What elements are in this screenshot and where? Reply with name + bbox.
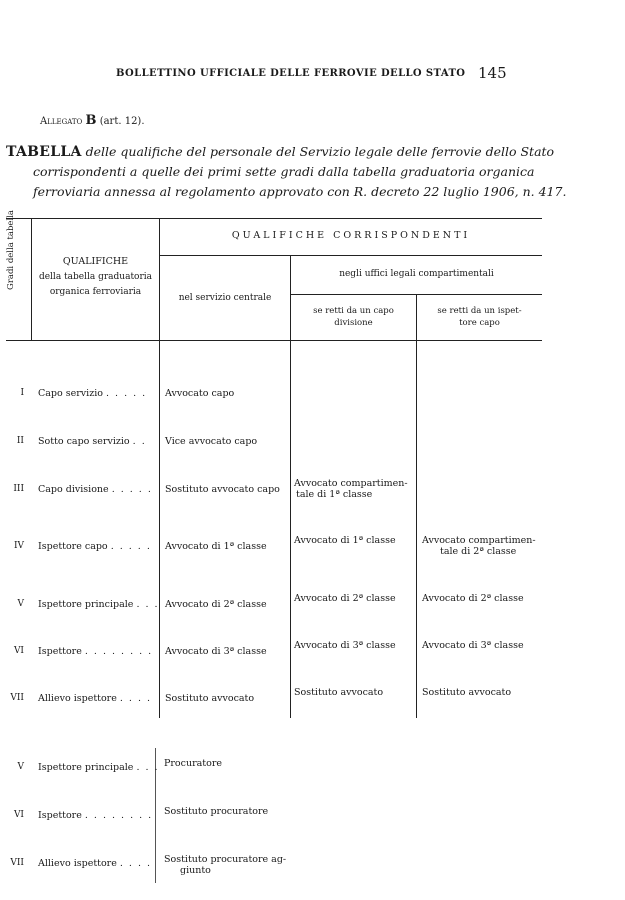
ispettore-capo-header-line-1: se retti da un ispet- xyxy=(437,306,522,316)
row-leader-dots: . . . xyxy=(136,762,160,773)
ispettore-capo-header xyxy=(417,305,542,329)
row-divisione xyxy=(294,687,383,698)
row-grade: VII xyxy=(10,858,24,868)
capo-divisione-header-line-1: se retti da un capo xyxy=(313,306,394,316)
title-lead: TABELLA xyxy=(6,144,82,160)
corrispondenti-header: QUALIFICHE CORRISPONDENTI xyxy=(231,230,471,241)
row-divisione-line-1: Avvocato compartimen- xyxy=(294,478,408,489)
row-qualifica xyxy=(38,436,146,447)
row-centrale-line-1: Sostituto procuratore xyxy=(164,806,269,817)
annex-letter: B xyxy=(85,113,97,128)
row-qualifica-text: Ispettore capo xyxy=(38,541,108,552)
row-centrale xyxy=(164,758,222,769)
row-grade: II xyxy=(16,436,24,446)
header-split-rule xyxy=(160,255,542,256)
row-leader-dots: . . . . . xyxy=(110,541,152,552)
row-qualifica-text: Capo servizio xyxy=(38,388,103,399)
row-centrale xyxy=(164,806,268,817)
row-ispettore-line-1: Avvocato di 3ª classe xyxy=(422,640,524,651)
row-centrale-line-2: giunto xyxy=(180,865,211,876)
row-qualifica-text: Sotto capo servizio xyxy=(38,436,130,447)
row-qualifica xyxy=(38,599,159,610)
row-qualifica xyxy=(38,484,152,495)
row-divisione-line-1: Avvocato di 3ª classe xyxy=(294,640,396,651)
row-grade: I xyxy=(20,388,24,398)
title-line-2: corrispondenti a quelle dei primi sette gradi dalla tabella graduatoria organica xyxy=(33,164,535,179)
servizio-centrale-header: nel servizio centrale xyxy=(178,293,272,303)
row-divisione-line-1: Avvocato di 1ª classe xyxy=(294,535,396,546)
row-leader-dots: . . . . . xyxy=(106,388,147,399)
row-grade: IV xyxy=(13,541,24,551)
capo-divisione-header xyxy=(291,305,416,329)
header-bottom-rule xyxy=(6,340,542,341)
row-centrale: Avvocato di 2ª classe xyxy=(165,599,267,610)
divisione-column-rule xyxy=(416,294,417,718)
row-centrale: Avvocato di 3ª classe xyxy=(165,646,267,657)
qualifiche-header-line-3: organica ferroviaria xyxy=(49,287,142,297)
row-centrale: Vice avvocato capo xyxy=(165,436,258,447)
annex-reference xyxy=(40,113,145,128)
title-line-1: delle qualifiche del personale del Servizio legale delle ferrovie dello Stato xyxy=(85,144,555,159)
row-centrale: Avvocato di 1ª classe xyxy=(165,541,267,552)
row-ispettore xyxy=(422,593,524,604)
row-grade: III xyxy=(13,484,24,494)
row-divisione-line-2: tale di 1ª classe xyxy=(296,489,373,500)
row-divisione-line-1: Avvocato di 2ª classe xyxy=(294,593,396,604)
row-ispettore-line-1: Sostituto avvocato xyxy=(422,687,512,698)
row-leader-dots: . . . xyxy=(136,599,160,610)
row-ispettore xyxy=(422,535,536,557)
row-grade: V xyxy=(17,762,24,772)
row-centrale-line-1: Procuratore xyxy=(164,758,222,769)
row-leader-dots: . . xyxy=(132,436,147,447)
qualifiche-header-line-1: QUALIFICHE xyxy=(62,256,129,267)
row-qualifica xyxy=(38,762,159,773)
row-qualifica-text: Ispettore principale xyxy=(38,599,134,610)
row-ispettore-line-2: tale di 2ª classe xyxy=(440,546,517,557)
row-qualifica xyxy=(38,541,151,552)
row-qualifica-text: Capo divisione xyxy=(38,484,109,495)
row-leader-dots: . . . . . . . . xyxy=(84,646,153,657)
row-divisione-line-1: Sostituto avvocato xyxy=(294,687,384,698)
row-centrale: Sostituto avvocato capo xyxy=(165,484,280,495)
capo-divisione-header-line-2: divisione xyxy=(334,318,373,328)
row-qualifica-text: Allievo ispettore xyxy=(38,858,117,869)
row-leader-dots: . . . . xyxy=(119,693,152,704)
row-divisione xyxy=(294,478,408,500)
row-qualifica xyxy=(38,810,153,821)
row-ispettore-line-1: Avvocato compartimen- xyxy=(422,535,536,546)
row-ispettore xyxy=(422,640,524,651)
row-leader-dots: . . . . xyxy=(119,858,152,869)
row-divisione xyxy=(294,640,396,651)
row-qualifica-text: Ispettore xyxy=(38,810,82,821)
row-leader-dots: . . . . . xyxy=(111,484,153,495)
ispettore-capo-header-line-2: tore capo xyxy=(459,318,500,328)
row-centrale: Avvocato capo xyxy=(165,388,235,399)
row-qualifica-text: Allievo ispettore xyxy=(38,693,117,704)
row-qualifica xyxy=(38,388,147,399)
uffici-legali-header: negli uffici legali compartimentali xyxy=(339,269,494,279)
row-qualifica xyxy=(38,646,153,657)
row-centrale xyxy=(164,854,286,876)
table-top-rule xyxy=(6,218,542,219)
row-centrale: Sostituto avvocato xyxy=(165,693,255,704)
running-title: BOLLETTINO UFFICIALE DELLE FERROVIE DELLO STATO xyxy=(116,68,466,79)
qualifiche-header-line-2: della tabella graduatoria xyxy=(38,272,153,282)
qualifiche-header xyxy=(32,256,159,298)
row-divisione xyxy=(294,593,396,604)
row-grade: VI xyxy=(13,810,24,820)
grades-column-header: Gradi della tabella xyxy=(6,210,16,290)
annex-article: (art. 12). xyxy=(99,116,145,127)
annex-label: Allegato xyxy=(40,116,83,127)
table-title xyxy=(6,142,586,202)
row-qualifica xyxy=(38,693,152,704)
row-ispettore-line-1: Avvocato di 2ª classe xyxy=(422,593,524,604)
row-grade: V xyxy=(17,599,24,609)
row-qualifica xyxy=(38,858,152,869)
row-qualifica-text: Ispettore principale xyxy=(38,762,134,773)
page-number: 145 xyxy=(478,64,507,82)
row-leader-dots: . . . . . . . . xyxy=(84,810,153,821)
row-divisione xyxy=(294,535,396,546)
row-grade: VII xyxy=(10,693,24,703)
row-ispettore xyxy=(422,687,511,698)
row-centrale-line-1: Sostituto procuratore ag- xyxy=(164,854,287,865)
row-qualifica-text: Ispettore xyxy=(38,646,82,657)
row-grade: VI xyxy=(13,646,24,656)
title-line-3: ferroviaria annessa al regolamento approvato con R. decreto 22 luglio 1906, n. 417. xyxy=(33,184,567,199)
